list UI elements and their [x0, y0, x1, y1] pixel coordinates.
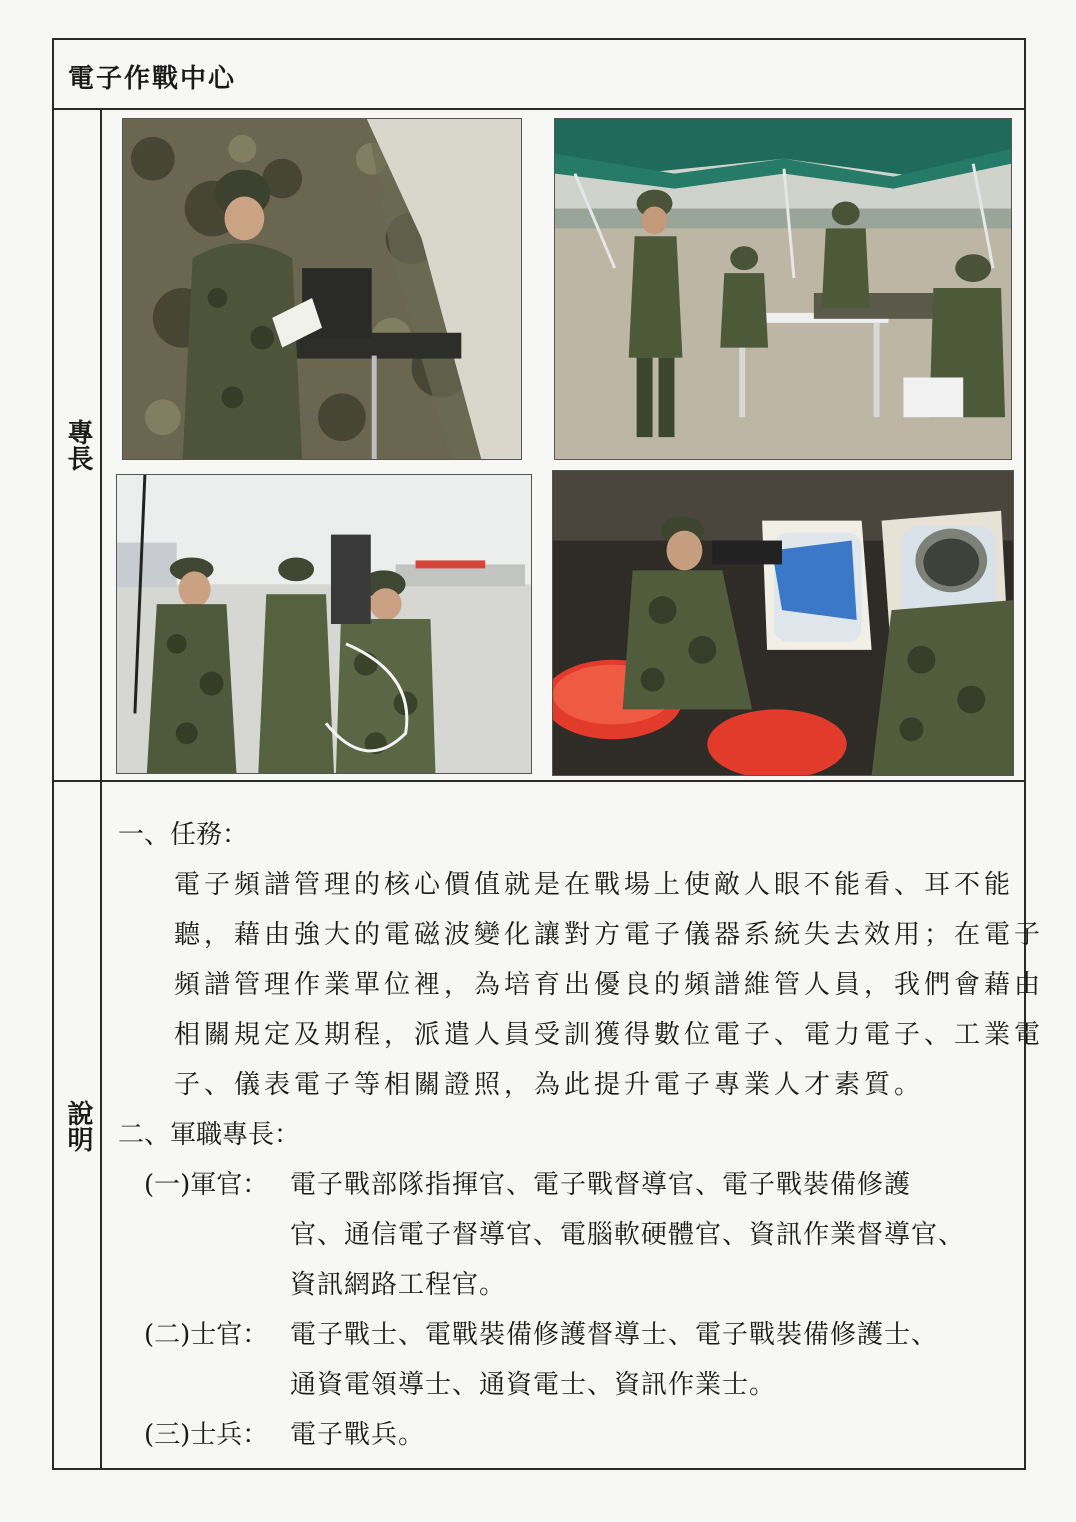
specialty-row [54, 110, 1024, 782]
roles-heading: 二、軍職專長： [118, 1120, 301, 1150]
officer-line: 電子戰部隊指揮官、電子戰督導官、電子戰裝備修護 [290, 1170, 912, 1200]
nco-label: (二)士官： [144, 1320, 269, 1350]
mission-line: 電子頻譜管理的核心價值就是在戰場上使敵人眼不能看、耳不能 [174, 870, 1015, 900]
soldier-roles [118, 1410, 1012, 1460]
photo-outdoor-antenna-team [116, 474, 532, 774]
description-body [118, 810, 1045, 1460]
mission-line: 子、儀表電子等相關證照，為此提升電子專業人才素質。 [174, 1070, 925, 1100]
description-label-cell [54, 782, 102, 1470]
specialty-label: 專長 [63, 419, 93, 471]
photo-radio-operator-camouflage [122, 118, 522, 460]
photo-helicopter-cabin [552, 470, 1014, 776]
nco-line: 電子戰士、電戰裝備修護督導士、電子戰裝備修護士、 [290, 1320, 939, 1350]
officer-line: 官、通信電子督導官、電腦軟硬體官、資訊作業督導官、 [290, 1220, 966, 1250]
soldier-label: (三)士兵： [144, 1420, 269, 1450]
specialty-label-cell [54, 110, 102, 780]
mission-heading: 一、任務： [118, 820, 249, 850]
description-label: 說明 [63, 1100, 93, 1152]
description-row [54, 782, 1045, 1468]
officer-line: 資訊網路工程官。 [290, 1270, 507, 1300]
document-table [52, 38, 1045, 1470]
photo-field-tent-station [554, 118, 1012, 460]
officer-label: (一)軍官： [144, 1170, 269, 1200]
document-title: 電子作戰中心 [68, 64, 237, 94]
nco-roles [118, 1310, 1012, 1360]
mission-line: 頻譜管理作業單位裡，為培育出優良的頻譜維管人員，我們會藉由 [174, 970, 1045, 1000]
mission-line: 相關規定及期程，派遣人員受訓獲得數位電子、電力電子、工業電 [174, 1020, 1045, 1050]
soldier-line: 電子戰兵。 [290, 1420, 426, 1450]
title-row [54, 40, 1024, 110]
officer-roles [118, 1160, 1012, 1210]
mission-line: 聽，藉由強大的電磁波變化讓對方電子儀器系統失去效用；在電子 [174, 920, 1045, 950]
nco-line: 通資電領導士、通資電士、資訊作業士。 [290, 1370, 777, 1400]
